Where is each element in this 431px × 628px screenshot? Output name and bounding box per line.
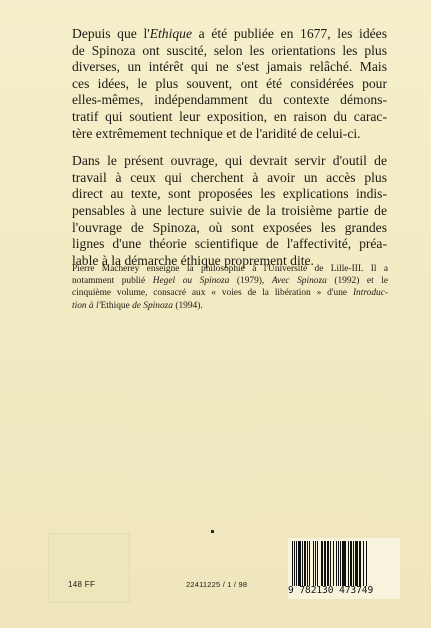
blurb-line: direct au texte, sont proposées les explications indis- (72, 186, 387, 202)
blurb-line: pensables à une lecture suivie de la troisième partie de (72, 202, 387, 218)
barcode-bar (367, 541, 368, 586)
blurb-paragraph-1 (72, 26, 387, 142)
blurb-line: ces idées, le plus souvent, ont été considérées pour (72, 75, 387, 91)
blurb-line: Depuis que l'Ethique a été publiée en 1677, les idées (72, 26, 387, 41)
reference-code: 22411225 / 1 / 98 (186, 580, 248, 589)
blurb-line: lable à la démarche éthique proprement dite. (72, 252, 314, 268)
blurb-line: diverses, un intérêt qui ne s'est jamais relâché. Mais (72, 59, 387, 75)
blurb-line: travail à ceux qui cherchent à avoir un accès plus (72, 169, 387, 185)
blurb-line: tère extrêmement technique et de l'aridité de celui-ci. (72, 125, 361, 141)
bio-line: notamment publié Hegel ou Spinoza (1979), Avec Spinoza (1992) et le (72, 276, 389, 287)
barcode-bars (292, 541, 396, 586)
bio-line: tion à l'Ethique de Spinoza (1994). (72, 300, 203, 311)
price-sticker (48, 533, 130, 603)
print-mark (211, 530, 214, 533)
price-label: 148 FF (68, 580, 96, 589)
blurb-line: tratif qui soutient leur exposition, en raison du carac- (72, 108, 387, 124)
isbn-digits: 9 782130 473749 (288, 585, 374, 596)
blurb-line: de Spinoza ont suscité, selon les orientations les plus (72, 42, 387, 58)
blurb-line: lignes d'une théorie scientifique de l'affectivité, préa- (72, 236, 387, 252)
isbn-barcode (288, 538, 400, 599)
blurb-line: elles-mêmes, indépendamment du contexte démons- (72, 92, 387, 108)
bio-line: Pierre Macherey enseigne la philosophie à l'Université de Lille-III. Il a (72, 264, 388, 274)
blurb (72, 26, 387, 280)
author-bio (72, 263, 388, 312)
bio-line: cinquième volume, consacré aux « voies de la libération » d'une Introduc- (72, 288, 388, 299)
blurb-line: l'ouvrage de Spinoza, où sont exposées les grandes (72, 219, 387, 235)
blurb-paragraph-2 (72, 153, 387, 269)
blurb-line: Dans le présent ouvrage, qui devrait servir d'outil de (72, 153, 387, 169)
